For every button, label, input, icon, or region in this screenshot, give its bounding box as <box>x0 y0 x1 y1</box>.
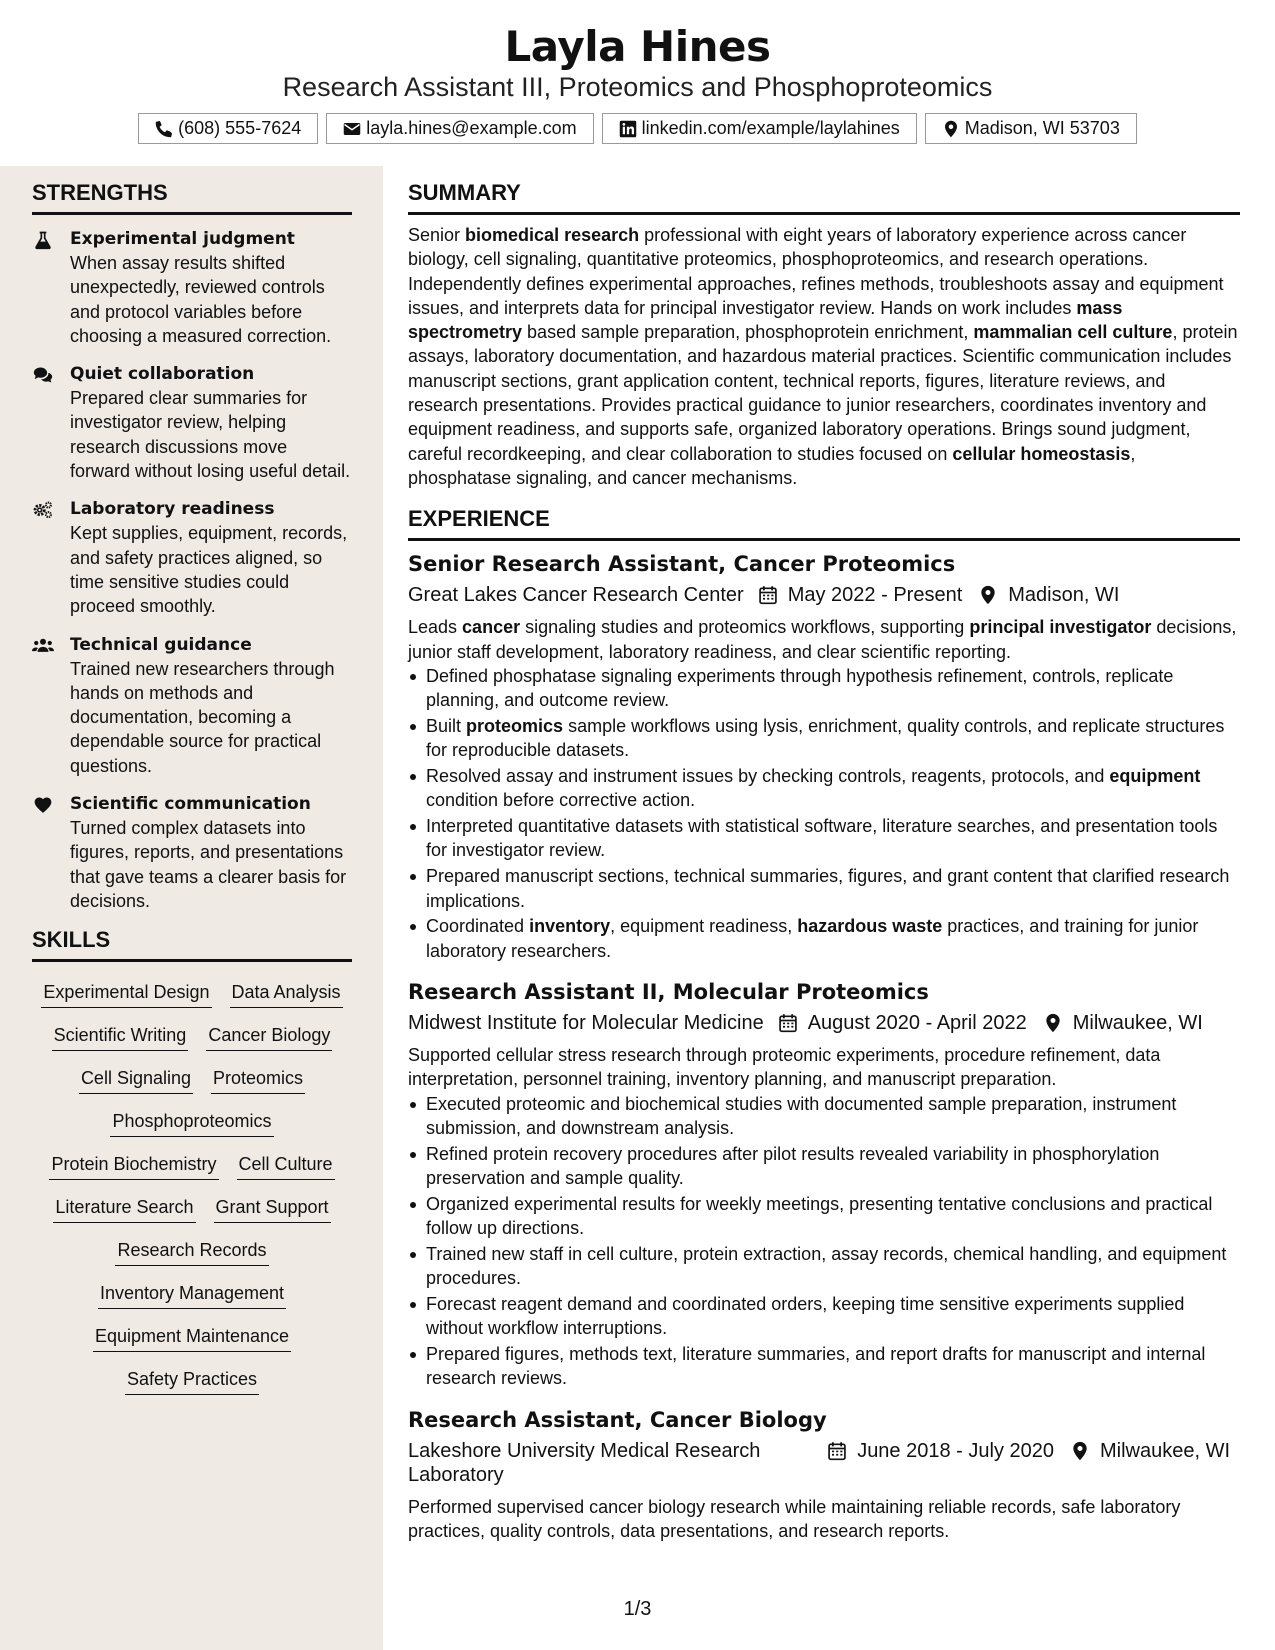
bullet-item: Prepared manuscript sections, technical summaries, figures, and grant content that clarified research implications. <box>408 864 1240 913</box>
email-text: layla.hines@example.com <box>366 118 577 138</box>
skill-tag: Literature Search <box>53 1193 195 1223</box>
page-number-text: 1/3 <box>623 1598 652 1620</box>
job-organization: Midwest Institute for Molecular Medicine <box>408 1011 764 1034</box>
candidate-title: Research Assistant III, Proteomics and Phosphoproteomics <box>282 72 993 102</box>
envelope-icon <box>343 120 361 138</box>
strength-item <box>32 497 352 618</box>
job-dates: June 2018 - July 2020 <box>857 1439 1054 1462</box>
job-meta <box>408 1439 1240 1487</box>
bullet-item: Resolved assay and instrument issues by checking controls, reagents, protocols, and equipment condition before corrective action. <box>408 764 1240 813</box>
bullet-item: Interpreted quantitative datasets with statistical software, literature searches, and presentation tools for investigator review. <box>408 814 1240 863</box>
bullet-item: Coordinated inventory, equipment readiness, hazardous waste practices, and training for junior laboratory researchers. <box>408 914 1240 963</box>
emphasis-text: biomedical research <box>465 225 640 245</box>
bullet-item: Built proteomics sample workflows using lysis, enrichment, quality controls, and replicate structures for reproducible datasets. <box>408 714 1240 763</box>
strength-description: Trained new researchers through hands on methods and documentation, becoming a dependable source for practical questions. <box>70 658 335 776</box>
heart-icon <box>32 795 54 815</box>
linkedin-text: linkedin.com/example/laylahines <box>641 118 900 138</box>
skill-tag: Inventory Management <box>98 1279 286 1309</box>
map-pin-icon <box>1070 1441 1090 1461</box>
linkedin-icon <box>619 120 637 138</box>
job-entry <box>408 977 1240 1391</box>
contact-linkedin[interactable] <box>602 113 917 144</box>
skill-tag: Protein Biochemistry <box>49 1150 218 1180</box>
location-text: Madison, WI 53703 <box>964 118 1120 138</box>
emphasis-text: cancer <box>462 617 521 638</box>
skill-tag: Cell Signaling <box>79 1064 193 1094</box>
gears-icon <box>32 500 54 520</box>
main-content <box>408 180 1240 1543</box>
emphasis-text: inventory <box>529 916 611 937</box>
users-icon <box>32 636 54 656</box>
job-bullets <box>408 1092 1240 1391</box>
skill-tag: Equipment Maintenance <box>93 1322 291 1352</box>
skill-tag: Research Records <box>115 1236 268 1266</box>
map-pin-icon <box>978 585 998 605</box>
job-intro: Supported cellular stress research through proteomic experiments, procedure refinement, data interpretation, personnel training, inventory planning, and manuscript preparation. <box>408 1044 1161 1090</box>
contact-bar <box>0 113 1275 144</box>
map-pin-icon <box>1043 1013 1063 1033</box>
page-number <box>0 1598 1275 1621</box>
bullet-item: Trained new staff in cell culture, protein extraction, assay records, chemical handling, and equipment procedures. <box>408 1242 1240 1291</box>
strength-title: Laboratory readiness <box>70 499 275 520</box>
skill-tag: Data Analysis <box>230 978 343 1008</box>
calendar-icon <box>827 1441 847 1461</box>
strength-item <box>32 633 352 778</box>
job-organization: Lakeshore University Medical Research Laboratory <box>408 1439 761 1486</box>
skills-heading: SKILLS <box>32 927 352 962</box>
job-location: Milwaukee, WI <box>1072 1011 1203 1034</box>
strength-title: Experimental judgment <box>70 229 295 249</box>
strength-description: When assay results shifted unexpectedly, reviewed controls and protocol variables before choosing a measured correction. <box>70 253 332 346</box>
skill-tag: Cancer Biology <box>206 1021 332 1051</box>
summary-heading: SUMMARY <box>408 180 1240 215</box>
calendar-icon <box>758 585 778 605</box>
contact-email[interactable] <box>326 113 593 144</box>
strength-item <box>32 792 352 913</box>
job-intro: Leads cancer signaling studies and proteomics workflows, supporting principal investigator decisions, junior staff development, laboratory readiness, and clear scientific reporting. <box>408 617 1237 662</box>
bullet-item: Defined phosphatase signaling experiments through hypothesis refinement, controls, replicate planning, and outcome review. <box>408 664 1240 713</box>
job-entry <box>408 549 1240 963</box>
flask-icon <box>32 230 54 250</box>
strength-title: Quiet collaboration <box>70 364 255 385</box>
job-organization: Great Lakes Cancer Research Center <box>408 584 744 607</box>
skill-tag: Scientific Writing <box>52 1021 189 1051</box>
job-bullets <box>408 664 1240 963</box>
skill-tag: Safety Practices <box>125 1365 259 1395</box>
job-location: Madison, WI <box>1008 584 1120 607</box>
skill-tag: Grant Support <box>214 1193 331 1223</box>
job-dates: August 2020 - April 2022 <box>807 1011 1027 1034</box>
bullet-item: Prepared figures, methods text, literature summaries, and report drafts for manuscript and internal research reviews. <box>408 1342 1240 1391</box>
job-intro: Performed supervised cancer biology research while maintaining reliable records, safe laboratory practices, quality controls, data presentations, and research reports. <box>408 1496 1181 1541</box>
bullet-item: Organized experimental results for weekly meetings, presenting tentative conclusions and practical follow up directions. <box>408 1192 1240 1241</box>
experience-heading: EXPERIENCE <box>408 506 1240 541</box>
contact-phone[interactable] <box>138 113 318 144</box>
candidate-name: Layla Hines <box>504 22 771 71</box>
emphasis-text: hazardous waste <box>797 916 943 937</box>
emphasis-text: mass spectrometry <box>408 297 1123 343</box>
strength-title: Technical guidance <box>70 634 252 655</box>
job-title: Research Assistant, Cancer Biology <box>408 1407 827 1432</box>
bullet-item: Refined protein recovery procedures after pilot results revealed variability in phosphorylation preservation and sample quality. <box>408 1142 1240 1191</box>
job-entry <box>408 1405 1240 1544</box>
emphasis-text: proteomics <box>466 715 564 736</box>
strength-item <box>32 362 352 483</box>
skill-tag: Proteomics <box>211 1064 305 1094</box>
chat-bubbles-icon <box>32 365 54 385</box>
job-meta <box>408 1011 1240 1035</box>
job-title: Senior Research Assistant, Cancer Proteomics <box>408 552 956 577</box>
job-title: Research Assistant II, Molecular Proteomics <box>408 979 929 1004</box>
phone-icon <box>155 120 173 138</box>
sidebar <box>32 180 352 1395</box>
strengths-heading: STRENGTHS <box>32 180 352 215</box>
job-meta <box>408 583 1240 607</box>
summary-text: Senior biomedical research professional with eight years of laboratory experience across cancer biology, cell signaling, quantitative proteomics, phosphoproteomics, and research operations. Independently defines experimental approaches, refines methods, troubleshoots assay and equipment issues, and interprets data for principal investigator review. Hands on work includes mass spectrometry based sample preparation, phosphoprotein enrichment, mammalian cell culture, protein assays, laboratory documentation, and hazardous material practices. Scientific communication includes manuscript sections, grant application content, technical reports, figures, literature reviews, and research presentations. Provides practical guidance to junior researchers, coordinates inventory and equipment readiness, and supports safe, organized laboratory operations. Brings sound judgment, careful recordkeeping, and clear collaboration to studies focused on cellular homeostasis, phosphatase signaling, and cancer mechanisms. <box>408 225 1238 488</box>
emphasis-text: mammalian cell culture <box>973 322 1173 343</box>
strength-description: Turned complex datasets into figures, reports, and presentations that gave teams a clearer basis for decisions. <box>70 818 347 911</box>
skill-tag: Experimental Design <box>41 978 211 1008</box>
bullet-item: Forecast reagent demand and coordinated orders, keeping time sensitive experiments supplied without workflow interruptions. <box>408 1292 1240 1341</box>
skill-tag: Cell Culture <box>237 1150 335 1180</box>
skill-tag: Phosphoproteomics <box>110 1107 273 1137</box>
emphasis-text: cellular homeostasis <box>952 443 1131 464</box>
strength-title: Scientific communication <box>70 794 311 815</box>
emphasis-text: principal investigator <box>969 617 1152 638</box>
skills-list <box>32 974 352 1395</box>
calendar-icon <box>778 1013 798 1033</box>
bullet-item: Executed proteomic and biochemical studies with documented sample preparation, instrument submission, and downstream analysis. <box>408 1092 1240 1141</box>
strength-item <box>32 227 352 348</box>
emphasis-text: equipment <box>1109 766 1201 787</box>
phone-text: (608) 555-7624 <box>178 118 302 138</box>
strength-description: Prepared clear summaries for investigator review, helping research discussions move forward without losing useful detail. <box>70 388 351 482</box>
job-dates: May 2022 - Present <box>787 584 963 607</box>
job-location: Milwaukee, WI <box>1100 1439 1231 1462</box>
contact-location <box>925 113 1137 144</box>
map-pin-icon <box>942 120 960 138</box>
strength-description: Kept supplies, equipment, records, and safety practices aligned, so time sensitive studies could proceed smoothly. <box>70 523 348 617</box>
